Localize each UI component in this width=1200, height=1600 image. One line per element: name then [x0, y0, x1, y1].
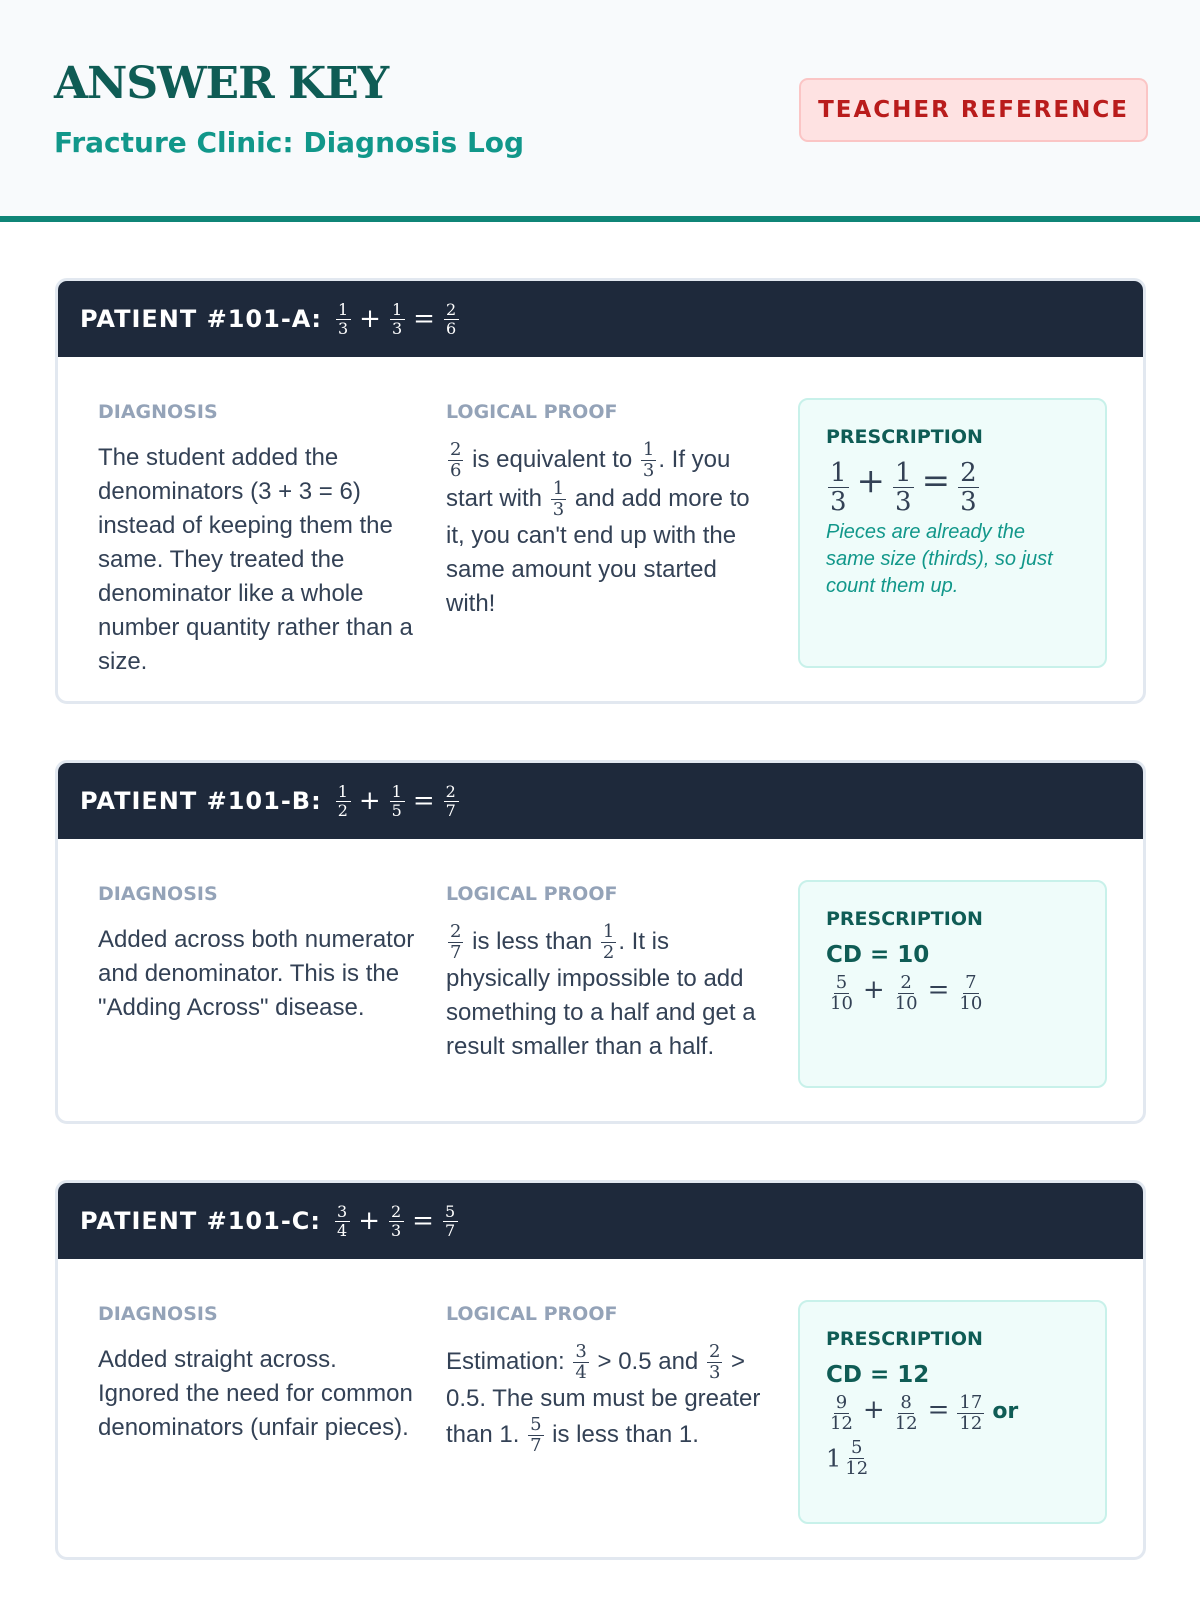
- proof-section: [446, 883, 766, 1064]
- fraction: $\frac{5}{7}$: [530, 1414, 542, 1456]
- fraction: $\frac{2}{7}$: [450, 921, 462, 963]
- page-header: [0, 0, 1200, 222]
- fraction: $\frac{3}{4}$: [337, 1201, 349, 1240]
- fraction: $\frac{5}{10}$: [830, 972, 853, 1014]
- prescription-box: [798, 398, 1107, 668]
- patient-card-b: [55, 760, 1146, 1124]
- proof-text: $\frac{2}{7}$ is less than $\frac{1}{2}$ . It is physically impossible to add something to a half and get a result smaller than a half.: [446, 921, 756, 1060]
- diagnosis-section: [98, 401, 418, 679]
- prescription-box: [798, 1300, 1107, 1524]
- fraction: $\frac{8}{12}$: [894, 1392, 918, 1434]
- fraction: $\frac{1}{3}$: [391, 299, 404, 338]
- diagnosis-label: DIAGNOSIS: [98, 883, 218, 905]
- patient-card-a: [55, 278, 1146, 704]
- common-denominator: CD = 10: [826, 942, 930, 968]
- fraction: $\frac{2}{3}$: [960, 458, 977, 517]
- fraction: $\frac{1}{3}$: [642, 439, 655, 481]
- fraction: $\frac{17}{12}$: [959, 1392, 983, 1434]
- fraction: $\frac{7}{10}$: [959, 972, 983, 1014]
- proof-label: LOGICAL PROOF: [446, 1303, 618, 1325]
- prescription-equation: $\frac{9}{12}$ + $\frac{8}{12}$ = $\frac{17}{12}$ or: [830, 1392, 1019, 1434]
- fraction: $\frac{3}{4}$: [575, 1341, 587, 1383]
- mixed-number: 1 $\frac{5}{12}$: [826, 1437, 869, 1479]
- fraction: $\frac{1}{3}$: [830, 458, 847, 517]
- prescription-label: PRESCRIPTION: [826, 426, 983, 448]
- fraction: $\frac{2}{3}$: [708, 1341, 721, 1383]
- fraction: $\frac{1}{3}$: [337, 299, 350, 338]
- page-title: ANSWER KEY: [54, 58, 389, 109]
- patient-id: PATIENT #101-C: [80, 1207, 311, 1235]
- prescription-equation: $\frac{1}{3}$ + $\frac{1}{3}$ = $\frac{2}{3}$: [830, 458, 977, 517]
- fraction: $\frac{2}{10}$: [894, 972, 918, 1014]
- fraction: $\frac{5}{7}$: [444, 1201, 457, 1240]
- diagnosis-text: Added straight across. Ignored the need for common denominators (unfair pieces).: [98, 1346, 413, 1441]
- fraction: $\frac{2}{6}$: [450, 439, 462, 481]
- fraction: $\frac{1}{5}$: [391, 781, 403, 820]
- fraction: $\frac{1}{2}$: [602, 921, 615, 963]
- prescription-label: PRESCRIPTION: [826, 908, 983, 930]
- diagnosis-section: [98, 883, 418, 1025]
- diagnosis-text: Added across both numerator and denominator. This is the "Adding Across" disease.: [98, 926, 415, 1021]
- proof-text: $\frac{2}{6}$ is equivalent to $\frac{1}{3}$ . If you start with $\frac{1}{3}$ and add more to it, you can't end up with the same amount you started with!: [446, 439, 750, 617]
- fraction: $\frac{1}{3}$: [895, 458, 912, 517]
- fraction: $\frac{2}{7}$: [445, 781, 457, 820]
- fraction: $\frac{9}{12}$: [830, 1392, 853, 1434]
- diagnosis-label: DIAGNOSIS: [98, 401, 218, 423]
- patient-header: PATIENT #101-A : $\frac{1}{3}$ + $\frac{1}{3}$ = $\frac{2}{6}$: [58, 281, 1143, 357]
- patient-header: PATIENT #101-B : $\frac{1}{2}$ + $\frac{1}{5}$ = $\frac{2}{7}$: [58, 763, 1143, 839]
- patient-header: PATIENT #101-C : $\frac{3}{4}$ + $\frac{2}{3}$ = $\frac{5}{7}$: [58, 1183, 1143, 1259]
- patient-card-c: [55, 1180, 1146, 1560]
- proof-section: [446, 1303, 766, 1455]
- proof-label: LOGICAL PROOF: [446, 883, 618, 905]
- prescription-note: Pieces are already the same size (thirds), so just count them up.: [826, 521, 1053, 597]
- fraction: $\frac{2}{3}$: [390, 1201, 403, 1240]
- teacher-reference-badge: TEACHER REFERENCE: [799, 78, 1148, 142]
- proof-label: LOGICAL PROOF: [446, 401, 618, 423]
- fraction: $\frac{1}{3}$: [552, 478, 565, 520]
- prescription-box: [798, 880, 1107, 1088]
- diagnosis-text: The student added the denominators (3 + 3 = 6) instead of keeping them the same. They treated the denominator like a whole number quantity rather than a size.: [98, 444, 413, 675]
- diagnosis-section: [98, 1303, 418, 1445]
- fraction: $\frac{5}{12}$: [845, 1437, 869, 1479]
- patient-id: PATIENT #101-A: [80, 305, 312, 333]
- patient-id: PATIENT #101-B: [80, 787, 312, 815]
- proof-section: [446, 401, 766, 621]
- fraction: $\frac{1}{2}$: [337, 781, 349, 820]
- or-text: or: [992, 1399, 1019, 1424]
- prescription-equation: $\frac{5}{10}$ + $\frac{2}{10}$ = $\frac{7}{10}$: [830, 972, 983, 1014]
- common-denominator: CD = 12: [826, 1362, 930, 1388]
- prescription-label: PRESCRIPTION: [826, 1328, 983, 1350]
- page-subtitle: Fracture Clinic: Diagnosis Log: [54, 126, 525, 159]
- proof-text: Estimation: $\frac{3}{4}$ > 0.5 and $\frac{2}{3}$ > 0.5. The sum must be greater than 1. $\frac{5}{7}$ is less than 1.: [446, 1341, 761, 1456]
- diagnosis-label: DIAGNOSIS: [98, 1303, 218, 1325]
- fraction: $\frac{2}{6}$: [445, 299, 458, 338]
